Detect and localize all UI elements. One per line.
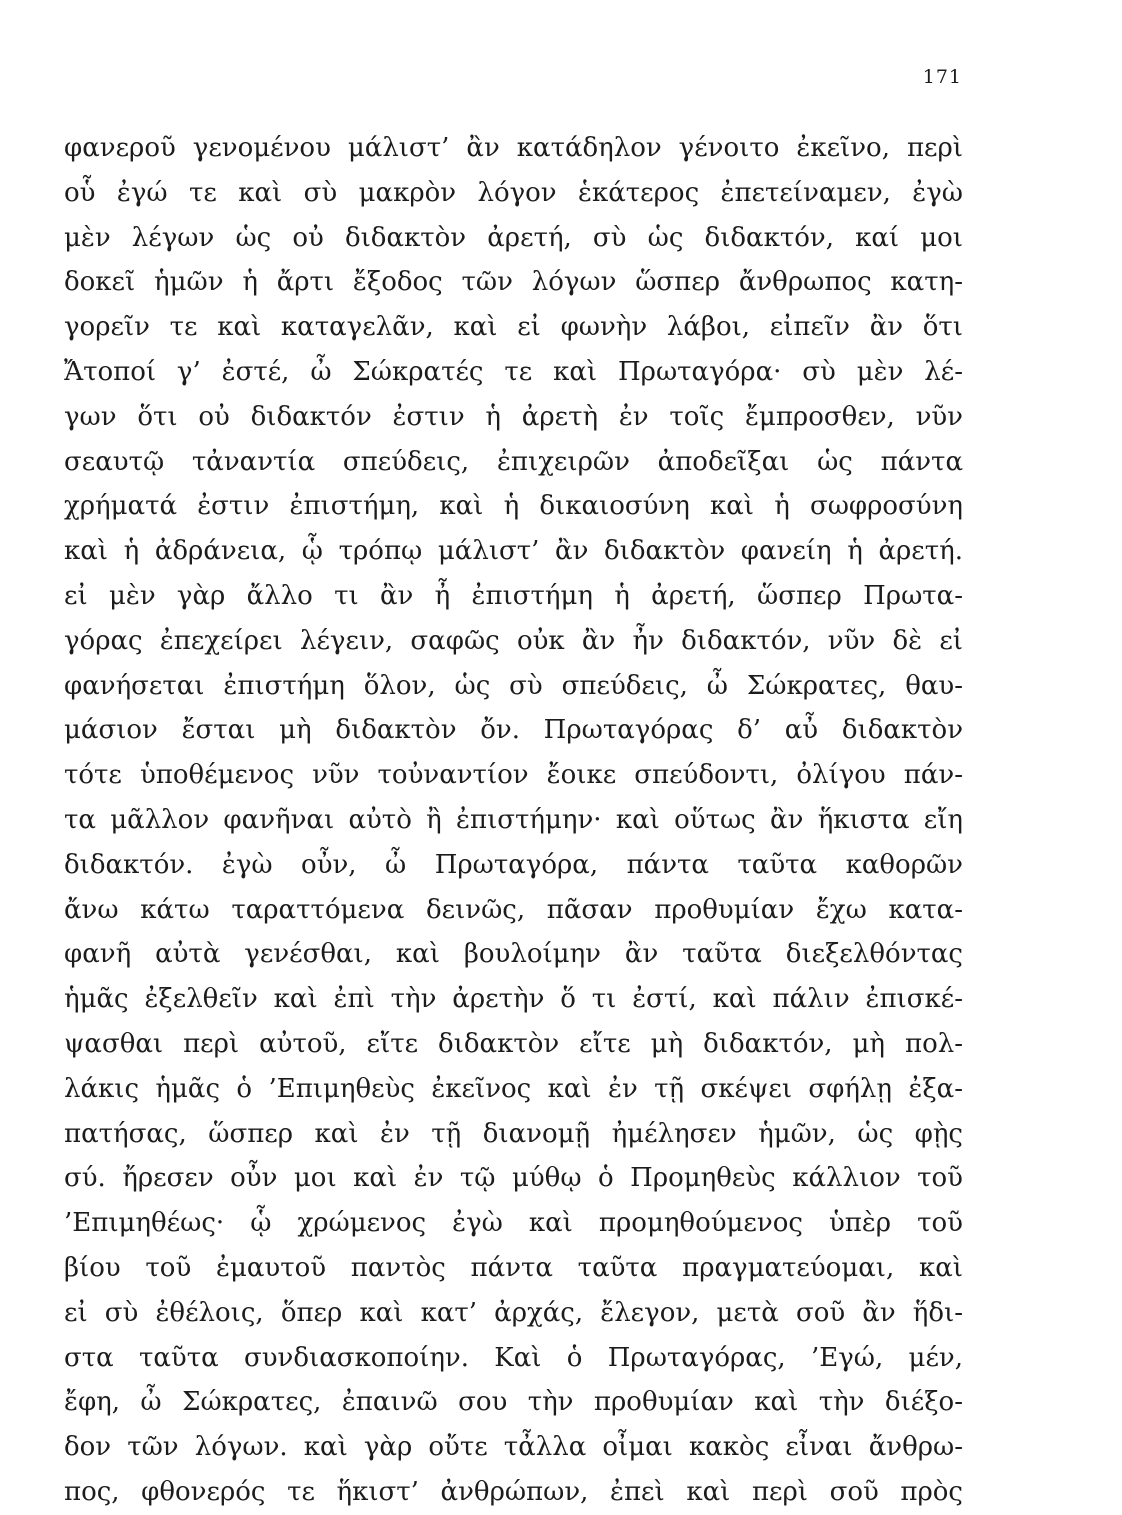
text-line: ἄνω κάτω ταραττόμενα δεινῶς, πᾶσαν προθυμίαν ἔχω κατα- bbox=[64, 894, 963, 925]
text-line: φανεροῦ γενομένου μάλιστ’ ἂν κατάδηλον γένοιτο ἐκεῖνο, περὶ bbox=[64, 133, 963, 163]
text-line: πατήσας, ὥσπερ καὶ ἐν τῇ διανομῇ ἠμέλησεν ἡμῶν, ὡς φῂς bbox=[64, 1118, 963, 1149]
text-line: ἡμᾶς ἐξελθεῖν καὶ ἐπὶ τὴν ἀρετὴν ὅ τι ἐστί, καὶ πάλιν ἐπισκέ- bbox=[64, 984, 963, 1015]
text-line: σεαυτῷ τἀναντία σπεύδεις, ἐπιχειρῶν ἀποδεῖξαι ὡς πάντα bbox=[64, 446, 963, 477]
text-line: τα μᾶλλον φανῆναι αὐτὸ ἢ ἐπιστήμην· καὶ οὕτως ἂν ἥκιστα εἴη bbox=[64, 804, 963, 835]
text-line: βίου τοῦ ἐμαυτοῦ παντὸς πάντα ταῦτα πραγματεύομαι, καὶ bbox=[64, 1252, 963, 1283]
text-line: ’Επιμηθέως· ᾧ χρώμενος ἐγὼ καὶ προμηθούμενος ὑπὲρ τοῦ bbox=[64, 1208, 963, 1239]
text-line: καὶ ἡ ἀδράνεια, ᾧ τρόπῳ μάλιστ’ ἂν διδακτὸν φανείη ἡ ἀρετή. bbox=[64, 536, 963, 567]
text-line: τότε ὑποθέμενος νῦν τοὐναντίον ἔοικε σπεύδοντι, ὀλίγου πάν- bbox=[64, 760, 963, 791]
text-line: γόρας ἐπεχείρει λέγειν, σαφῶς οὐκ ἂν ἦν διδακτόν, νῦν δὲ εἰ bbox=[64, 625, 963, 656]
text-line: γορεῖν τε καὶ καταγελᾶν, καὶ εἰ φωνὴν λάβοι, εἰπεῖν ἂν ὅτι bbox=[64, 312, 963, 343]
text-line: ψασθαι περὶ αὐτοῦ, εἴτε διδακτὸν εἴτε μὴ διδακτόν, μὴ πολ- bbox=[64, 1028, 963, 1059]
body-text bbox=[64, 126, 963, 1515]
text-line: χρήματά ἐστιν ἐπιστήμη, καὶ ἡ δικαιοσύνη καὶ ἡ σωφροσύνη bbox=[64, 491, 963, 522]
text-line: οὗ ἐγώ τε καὶ σὺ μακρὸν λόγον ἑκάτερος ἐπετείναμεν, ἐγὼ bbox=[64, 177, 963, 208]
text-line: εἰ σὺ ἐθέλοις, ὅπερ καὶ κατ’ ἀρχάς, ἔλεγον, μετὰ σοῦ ἂν ἥδι- bbox=[64, 1297, 963, 1328]
text-line: ἔφη, ὦ Σώκρατες, ἐπαινῶ σου τὴν προθυμίαν καὶ τὴν διέξο- bbox=[64, 1387, 963, 1418]
text-line: λάκις ἡμᾶς ὁ ’Επιμηθεὺς ἐκεῖνος καὶ ἐν τῇ σκέψει σφήλῃ ἐξα- bbox=[64, 1073, 963, 1104]
text-line: φανήσεται ἐπιστήμη ὅλον, ὡς σὺ σπεύδεις, ὦ Σώκρατες, θαυ- bbox=[64, 670, 963, 701]
text-line: Ἄτοποί γ’ ἐστέ, ὦ Σώκρατές τε καὶ Πρωταγόρα· σὺ μὲν λέ- bbox=[64, 356, 963, 387]
text-line: σύ. ἤρεσεν οὖν μοι καὶ ἐν τῷ μύθῳ ὁ Προμηθεὺς κάλλιον τοῦ bbox=[64, 1163, 963, 1194]
page-number: 171 bbox=[922, 66, 962, 88]
text-line: γων ὅτι οὐ διδακτόν ἐστιν ἡ ἀρετὴ ἐν τοῖς ἔμπροσθεν, νῦν bbox=[64, 401, 963, 432]
text-line: πος, φθονερός τε ἥκιστ’ ἀνθρώπων, ἐπεὶ καὶ περὶ σοῦ πρὸς bbox=[64, 1476, 963, 1507]
text-line: μάσιον ἔσται μὴ διδακτὸν ὄν. Πρωταγόρας δ’ αὖ διδακτὸν bbox=[64, 715, 963, 746]
text-line: εἰ μὲν γὰρ ἄλλο τι ἂν ἦ ἐπιστήμη ἡ ἀρετή, ὥσπερ Πρωτα- bbox=[64, 580, 963, 611]
text-line: δοκεῖ ἡμῶν ἡ ἄρτι ἔξοδος τῶν λόγων ὥσπερ ἄνθρωπος κατη- bbox=[64, 267, 963, 298]
text-line: δον τῶν λόγων. καὶ γὰρ οὔτε τἆλλα οἶμαι κακὸς εἶναι ἄνθρω- bbox=[64, 1432, 963, 1463]
text-line: φανῆ αὐτὰ γενέσθαι, καὶ βουλοίμην ἂν ταῦτα διεξελθόντας bbox=[64, 939, 963, 970]
text-line: μὲν λέγων ὡς οὐ διδακτὸν ἀρετή, σὺ ὡς διδακτόν, καί μοι bbox=[64, 222, 963, 253]
text-line: διδακτόν. ἐγὼ οὖν, ὦ Πρωταγόρα, πάντα ταῦτα καθορῶν bbox=[64, 849, 963, 880]
text-line: στα ταῦτα συνδιασκοποίην. Καὶ ὁ Πρωταγόρας, ’Εγώ, μέν, bbox=[64, 1342, 963, 1373]
